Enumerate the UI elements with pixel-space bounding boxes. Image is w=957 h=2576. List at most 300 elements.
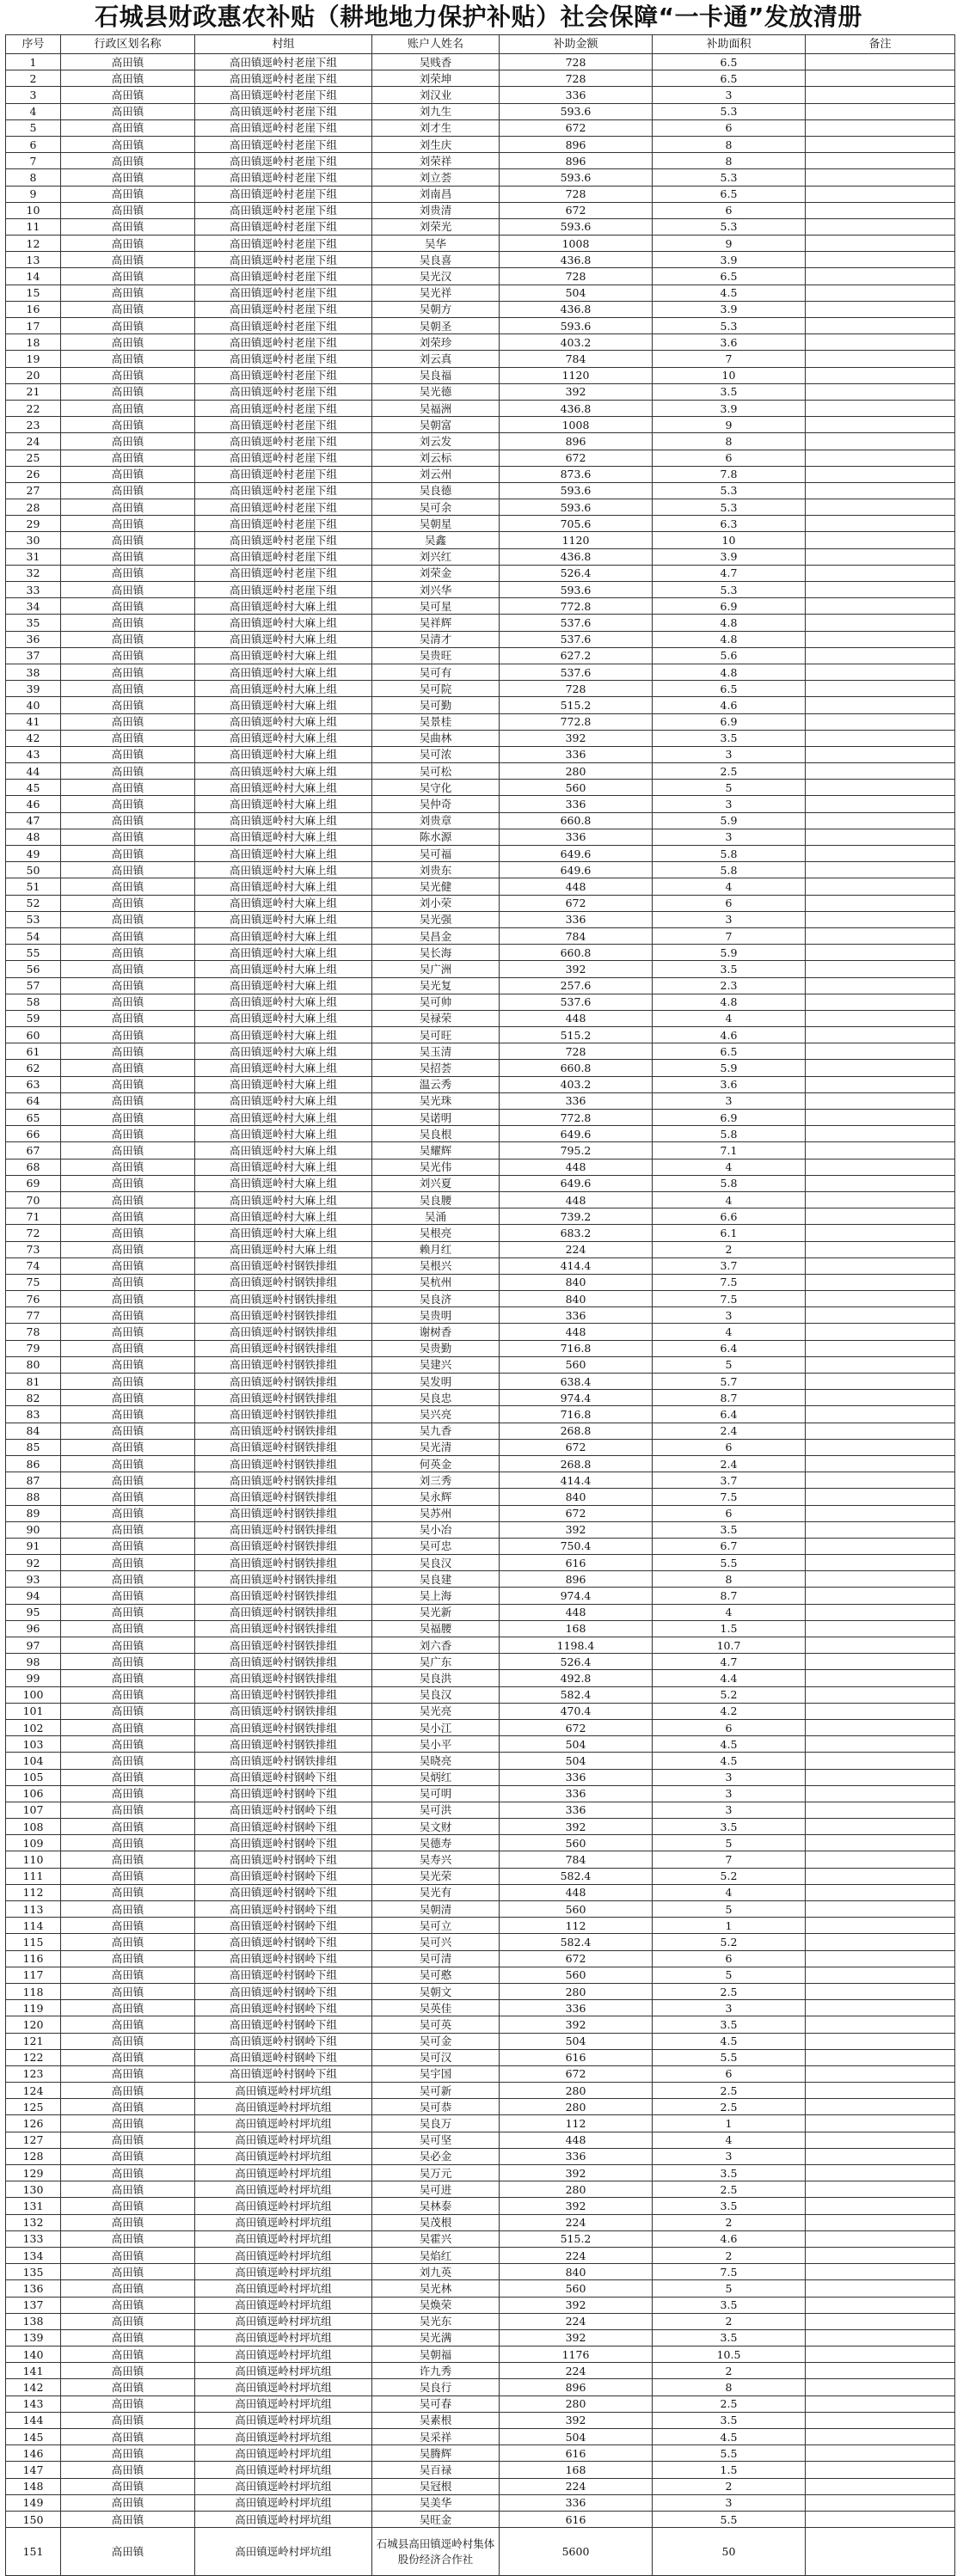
subsidy-area-cell: 8.7	[653, 1390, 806, 1406]
account-holder-cell: 吴小平	[372, 1736, 500, 1753]
admin-region-cell: 高田镇	[61, 582, 195, 598]
remark-cell	[806, 417, 955, 433]
table-row	[6, 2165, 955, 2181]
remark-cell	[806, 1191, 955, 1208]
subsidy-area-cell: 4.8	[653, 994, 806, 1010]
account-holder-cell: 吴可洪	[372, 1802, 500, 1818]
account-holder-cell: 吴朝富	[372, 417, 500, 433]
table-row	[6, 994, 955, 1010]
subsidy-amount-cell: 515.2	[500, 697, 653, 713]
table-row	[6, 1769, 955, 1785]
subsidy-amount-cell: 392	[500, 2165, 653, 2181]
subsidy-area-cell: 8	[653, 433, 806, 450]
row-number-cell: 49	[6, 846, 61, 862]
subsidy-area-cell: 8	[653, 153, 806, 169]
account-holder-cell: 吴朝星	[372, 516, 500, 532]
account-holder-cell: 吴光复	[372, 977, 500, 994]
account-holder-cell: 吴良汉	[372, 1555, 500, 1571]
subsidy-area-cell: 6	[653, 895, 806, 911]
subsidy-area-cell: 7.1	[653, 1142, 806, 1159]
table-row	[6, 252, 955, 268]
admin-region-cell: 高田镇	[61, 2363, 195, 2379]
row-number-cell: 8	[6, 169, 61, 186]
subsidy-area-cell: 5.3	[653, 318, 806, 334]
subsidy-area-cell: 3.6	[653, 1076, 806, 1092]
village-group-cell: 高田镇逕岭村钢铁排组	[195, 1307, 372, 1324]
village-group-cell: 高田镇逕岭村大麻上组	[195, 977, 372, 994]
subsidy-area-cell: 2	[653, 2247, 806, 2263]
admin-region-cell: 高田镇	[61, 2445, 195, 2462]
admin-region-cell: 高田镇	[61, 796, 195, 812]
village-group-cell: 高田镇逕岭村大麻上组	[195, 1027, 372, 1043]
subsidy-amount-cell: 772.8	[500, 1110, 653, 1126]
row-number-cell: 95	[6, 1604, 61, 1620]
account-holder-cell: 吴光新	[372, 1604, 500, 1620]
row-number-cell: 116	[6, 1950, 61, 1967]
subsidy-amount-cell: 728	[500, 1043, 653, 1060]
village-group-cell: 高田镇逕岭村坪坑组	[195, 2478, 372, 2494]
admin-region-cell: 高田镇	[61, 1637, 195, 1654]
village-group-cell: 高田镇逕岭村坪坑组	[195, 2313, 372, 2329]
admin-region-cell: 高田镇	[61, 1191, 195, 1208]
remark-cell	[806, 1604, 955, 1620]
remark-cell	[806, 1043, 955, 1060]
subsidy-amount-cell: 593.6	[500, 103, 653, 119]
village-group-cell: 高田镇逕岭村坪坑组	[195, 2115, 372, 2132]
village-group-cell: 高田镇逕岭村坪坑组	[195, 2494, 372, 2511]
account-holder-cell: 吴贵旺	[372, 647, 500, 664]
row-number-cell: 30	[6, 532, 61, 548]
remark-cell	[806, 1753, 955, 1769]
remark-cell	[806, 1819, 955, 1835]
admin-region-cell: 高田镇	[61, 1110, 195, 1126]
remark-cell	[806, 1918, 955, 1934]
village-group-cell: 高田镇逕岭村钢铁排组	[195, 1670, 372, 1686]
table-row	[6, 1521, 955, 1538]
table-row	[6, 2230, 955, 2247]
village-group-cell: 高田镇逕岭村钢岭下组	[195, 1785, 372, 1802]
row-number-cell: 130	[6, 2181, 61, 2198]
row-number-cell: 134	[6, 2247, 61, 2263]
subsidy-area-cell: 5.5	[653, 1555, 806, 1571]
account-holder-cell: 吴冠根	[372, 2478, 500, 2494]
subsidy-area-cell: 4.4	[653, 1670, 806, 1686]
subsidy-amount-cell: 974.4	[500, 1390, 653, 1406]
account-holder-cell: 吴光清	[372, 1439, 500, 1455]
remark-cell	[806, 2065, 955, 2082]
admin-region-cell: 高田镇	[61, 1455, 195, 1472]
row-number-cell: 90	[6, 1521, 61, 1538]
account-holder-cell: 吴福洲	[372, 400, 500, 416]
account-holder-cell: 吴可憨	[372, 1967, 500, 1983]
account-holder-cell: 吴朝文	[372, 1983, 500, 1999]
row-number-cell: 7	[6, 153, 61, 169]
row-number-cell: 102	[6, 1719, 61, 1735]
village-group-cell: 高田镇逕岭村钢铁排组	[195, 1719, 372, 1735]
admin-region-cell: 高田镇	[61, 2395, 195, 2412]
table-row	[6, 433, 955, 450]
account-holder-cell: 吴可恭	[372, 2099, 500, 2115]
account-holder-cell: 吴可坚	[372, 2132, 500, 2148]
remark-cell	[806, 2445, 955, 2462]
subsidy-area-cell: 5.3	[653, 218, 806, 235]
subsidy-area-cell: 4.5	[653, 2033, 806, 2049]
remark-cell	[806, 1934, 955, 1950]
table-row	[6, 697, 955, 713]
account-holder-cell: 吴良济	[372, 1291, 500, 1307]
village-group-cell: 高田镇逕岭村坪坑组	[195, 2395, 372, 2412]
row-number-cell: 9	[6, 186, 61, 202]
village-group-cell: 高田镇逕岭村大麻上组	[195, 1010, 372, 1026]
table-row	[6, 927, 955, 944]
subsidy-area-cell: 3.9	[653, 548, 806, 565]
remark-cell	[806, 1769, 955, 1785]
account-holder-cell: 吴采祥	[372, 2429, 500, 2445]
admin-region-cell: 高田镇	[61, 532, 195, 548]
admin-region-cell: 高田镇	[61, 1142, 195, 1159]
village-group-cell: 高田镇逕岭村大麻上组	[195, 1159, 372, 1175]
table-row	[6, 202, 955, 218]
admin-region-cell: 高田镇	[61, 1439, 195, 1455]
account-holder-cell: 吴良建	[372, 1571, 500, 1588]
village-group-cell: 高田镇逕岭村钢铁排组	[195, 1356, 372, 1373]
row-number-cell: 149	[6, 2494, 61, 2511]
account-holder-cell: 温云秀	[372, 1076, 500, 1092]
row-number-cell: 1	[6, 54, 61, 70]
admin-region-cell: 高田镇	[61, 713, 195, 730]
remark-cell	[806, 466, 955, 482]
account-holder-cell: 吴良福	[372, 367, 500, 383]
remark-cell	[806, 1010, 955, 1026]
admin-region-cell: 高田镇	[61, 961, 195, 977]
remark-cell	[806, 763, 955, 780]
table-row	[6, 2297, 955, 2313]
admin-region-cell: 高田镇	[61, 681, 195, 697]
remark-cell	[806, 615, 955, 631]
village-group-cell: 高田镇逕岭村大麻上组	[195, 812, 372, 829]
subsidy-area-cell: 3	[653, 1802, 806, 1818]
remark-cell	[806, 994, 955, 1010]
admin-region-cell: 高田镇	[61, 70, 195, 87]
table-row	[6, 1356, 955, 1373]
subsidy-table	[5, 34, 955, 2576]
village-group-cell: 高田镇逕岭村老崖下组	[195, 70, 372, 87]
remark-cell	[806, 911, 955, 927]
table-row	[6, 1472, 955, 1489]
remark-cell	[806, 647, 955, 664]
row-number-cell: 80	[6, 1356, 61, 1373]
admin-region-cell: 高田镇	[61, 730, 195, 746]
table-row	[6, 780, 955, 796]
table-row	[6, 977, 955, 994]
row-number-cell: 59	[6, 1010, 61, 1026]
table-row	[6, 2511, 955, 2527]
subsidy-area-cell: 8	[653, 136, 806, 152]
admin-region-cell: 高田镇	[61, 945, 195, 961]
subsidy-area-cell: 9	[653, 417, 806, 433]
admin-region-cell: 高田镇	[61, 565, 195, 581]
subsidy-area-cell: 4.8	[653, 631, 806, 647]
remark-cell	[806, 1950, 955, 1967]
admin-region-cell: 高田镇	[61, 1126, 195, 1142]
subsidy-area-cell: 4.7	[653, 1654, 806, 1670]
subsidy-area-cell: 3	[653, 829, 806, 845]
subsidy-amount-cell: 392	[500, 961, 653, 977]
subsidy-amount-cell: 672	[500, 119, 653, 136]
row-number-cell: 35	[6, 615, 61, 631]
remark-cell	[806, 1719, 955, 1735]
subsidy-area-cell: 10	[653, 532, 806, 548]
village-group-cell: 高田镇逕岭村钢铁排组	[195, 1571, 372, 1588]
table-row	[6, 516, 955, 532]
admin-region-cell: 高田镇	[61, 1159, 195, 1175]
table-row	[6, 1719, 955, 1735]
subsidy-area-cell: 7	[653, 1851, 806, 1868]
table-row	[6, 1390, 955, 1406]
village-group-cell: 高田镇逕岭村大麻上组	[195, 730, 372, 746]
subsidy-area-cell: 6.9	[653, 713, 806, 730]
account-holder-cell: 吴良汉	[372, 1686, 500, 1703]
village-group-cell: 高田镇逕岭村钢铁排组	[195, 1489, 372, 1505]
account-holder-cell: 吴良根	[372, 1126, 500, 1142]
account-holder-cell: 刘荣光	[372, 218, 500, 235]
account-holder-cell: 吴诺明	[372, 1110, 500, 1126]
remark-cell	[806, 2083, 955, 2099]
remark-cell	[806, 2528, 955, 2576]
admin-region-cell: 高田镇	[61, 548, 195, 565]
village-group-cell: 高田镇逕岭村坪坑组	[195, 2511, 372, 2527]
account-holder-cell: 吴光满	[372, 2329, 500, 2346]
remark-cell	[806, 2016, 955, 2033]
row-number-cell: 151	[6, 2528, 61, 2576]
admin-region-cell: 高田镇	[61, 119, 195, 136]
village-group-cell: 高田镇逕岭村大麻上组	[195, 647, 372, 664]
village-group-cell: 高田镇逕岭村大麻上组	[195, 713, 372, 730]
remark-cell	[806, 780, 955, 796]
village-group-cell: 高田镇逕岭村钢铁排组	[195, 1390, 372, 1406]
subsidy-amount-cell: 660.8	[500, 812, 653, 829]
account-holder-cell: 吴焕荣	[372, 2297, 500, 2313]
admin-region-cell: 高田镇	[61, 763, 195, 780]
table-row	[6, 1571, 955, 1588]
subsidy-area-cell: 3	[653, 2148, 806, 2164]
account-holder-cell: 吴良喜	[372, 252, 500, 268]
table-row	[6, 631, 955, 647]
admin-region-cell: 高田镇	[61, 2329, 195, 2346]
row-number-cell: 136	[6, 2280, 61, 2297]
remark-cell	[806, 1274, 955, 1290]
account-holder-cell: 谢树香	[372, 1324, 500, 1340]
subsidy-area-cell: 5.3	[653, 499, 806, 516]
table-row	[6, 2528, 955, 2576]
remark-cell	[806, 2412, 955, 2428]
subsidy-area-cell: 2	[653, 2313, 806, 2329]
table-row	[6, 301, 955, 317]
table-row	[6, 2214, 955, 2230]
subsidy-amount-cell: 336	[500, 87, 653, 103]
subsidy-amount-cell: 616	[500, 2445, 653, 2462]
row-number-cell: 96	[6, 1620, 61, 1637]
row-number-cell: 72	[6, 1225, 61, 1241]
subsidy-amount-cell: 280	[500, 2181, 653, 2198]
table-row	[6, 367, 955, 383]
admin-region-cell: 高田镇	[61, 1703, 195, 1719]
subsidy-area-cell: 5.3	[653, 169, 806, 186]
admin-region-cell: 高田镇	[61, 1423, 195, 1439]
table-row	[6, 1374, 955, 1390]
remark-cell	[806, 1374, 955, 1390]
row-number-cell: 23	[6, 417, 61, 433]
table-row	[6, 1142, 955, 1159]
subsidy-area-cell: 4	[653, 878, 806, 895]
admin-region-cell: 高田镇	[61, 2181, 195, 2198]
table-row	[6, 1307, 955, 1324]
account-holder-cell: 吴华	[372, 236, 500, 252]
admin-region-cell: 高田镇	[61, 153, 195, 169]
admin-region-cell: 高田镇	[61, 2132, 195, 2148]
subsidy-area-cell: 5.5	[653, 2445, 806, 2462]
table-row	[6, 1455, 955, 1472]
row-number-cell: 3	[6, 87, 61, 103]
row-number-cell: 57	[6, 977, 61, 994]
row-number-cell: 70	[6, 1191, 61, 1208]
account-holder-cell: 吴禄荣	[372, 1010, 500, 1026]
table-row	[6, 582, 955, 598]
remark-cell	[806, 1126, 955, 1142]
subsidy-amount-cell: 616	[500, 1555, 653, 1571]
remark-cell	[806, 87, 955, 103]
admin-region-cell: 高田镇	[61, 1060, 195, 1076]
subsidy-area-cell: 7	[653, 927, 806, 944]
village-group-cell: 高田镇逕岭村老崖下组	[195, 169, 372, 186]
subsidy-area-cell: 6.5	[653, 1043, 806, 1060]
account-holder-cell: 吴可旺	[372, 1027, 500, 1043]
subsidy-amount-cell: 840	[500, 1274, 653, 1290]
village-group-cell: 高田镇逕岭村钢岭下组	[195, 1918, 372, 1934]
row-number-cell: 87	[6, 1472, 61, 1489]
admin-region-cell: 高田镇	[61, 202, 195, 218]
village-group-cell: 高田镇逕岭村大麻上组	[195, 829, 372, 845]
village-group-cell: 高田镇逕岭村大麻上组	[195, 631, 372, 647]
remark-cell	[806, 367, 955, 383]
subsidy-area-cell: 4	[653, 1191, 806, 1208]
subsidy-area-cell: 3	[653, 1769, 806, 1785]
account-holder-cell: 刘九英	[372, 2264, 500, 2280]
subsidy-amount-cell: 448	[500, 2132, 653, 2148]
table-row	[6, 334, 955, 351]
village-group-cell: 高田镇逕岭村坪坑组	[195, 2198, 372, 2214]
village-group-cell: 高田镇逕岭村坪坑组	[195, 2083, 372, 2099]
subsidy-amount-cell: 649.6	[500, 862, 653, 878]
admin-region-cell: 高田镇	[61, 1736, 195, 1753]
subsidy-amount-cell: 795.2	[500, 1142, 653, 1159]
village-group-cell: 高田镇逕岭村大麻上组	[195, 878, 372, 895]
subsidy-area-cell: 4	[653, 1010, 806, 1026]
remark-cell	[806, 1159, 955, 1175]
account-holder-cell: 刘汉业	[372, 87, 500, 103]
admin-region-cell: 高田镇	[61, 1307, 195, 1324]
row-number-cell: 121	[6, 2033, 61, 2049]
subsidy-amount-cell: 504	[500, 2429, 653, 2445]
subsidy-area-cell: 3.7	[653, 1472, 806, 1489]
row-number-cell: 110	[6, 1851, 61, 1868]
account-holder-cell: 吴朝清	[372, 1901, 500, 1918]
table-body	[6, 54, 955, 2576]
village-group-cell: 高田镇逕岭村大麻上组	[195, 615, 372, 631]
remark-cell	[806, 582, 955, 598]
row-number-cell: 125	[6, 2099, 61, 2115]
remark-cell	[806, 1901, 955, 1918]
table-row	[6, 746, 955, 762]
subsidy-area-cell: 5	[653, 1356, 806, 1373]
remark-cell	[806, 1110, 955, 1126]
remark-cell	[806, 1736, 955, 1753]
account-holder-cell: 吴可星	[372, 598, 500, 615]
table-row	[6, 2065, 955, 2082]
row-number-cell: 92	[6, 1555, 61, 1571]
admin-region-cell: 高田镇	[61, 2347, 195, 2363]
row-number-cell: 133	[6, 2230, 61, 2247]
remark-cell	[806, 1060, 955, 1076]
admin-region-cell: 高田镇	[61, 1753, 195, 1769]
subsidy-area-cell: 4.5	[653, 285, 806, 301]
village-group-cell: 高田镇逕岭村大麻上组	[195, 1126, 372, 1142]
account-holder-cell: 吴霍兴	[372, 2230, 500, 2247]
row-number-cell: 132	[6, 2214, 61, 2230]
village-group-cell: 高田镇逕岭村老崖下组	[195, 482, 372, 499]
row-number-cell: 105	[6, 1769, 61, 1785]
subsidy-amount-cell: 1176	[500, 2347, 653, 2363]
table-row	[6, 1835, 955, 1851]
admin-region-cell: 高田镇	[61, 87, 195, 103]
table-row	[6, 1257, 955, 1274]
table-row	[6, 763, 955, 780]
table-row	[6, 2115, 955, 2132]
subsidy-area-cell: 5.3	[653, 482, 806, 499]
account-holder-cell: 吴小江	[372, 1719, 500, 1735]
row-number-cell: 137	[6, 2297, 61, 2313]
remark-cell	[806, 186, 955, 202]
subsidy-amount-cell: 336	[500, 829, 653, 845]
table-row	[6, 236, 955, 252]
remark-cell	[806, 598, 955, 615]
account-holder-cell: 何英金	[372, 1455, 500, 1472]
table-row	[6, 846, 955, 862]
admin-region-cell: 高田镇	[61, 2280, 195, 2297]
admin-region-cell: 高田镇	[61, 383, 195, 400]
remark-cell	[806, 1076, 955, 1092]
subsidy-area-cell: 4.6	[653, 1027, 806, 1043]
village-group-cell: 高田镇逕岭村钢铁排组	[195, 1324, 372, 1340]
village-group-cell: 高田镇逕岭村老崖下组	[195, 285, 372, 301]
row-number-cell: 15	[6, 285, 61, 301]
account-holder-cell: 许九秀	[372, 2363, 500, 2379]
subsidy-amount-cell: 1120	[500, 532, 653, 548]
village-group-cell: 高田镇逕岭村钢铁排组	[195, 1521, 372, 1538]
row-number-cell: 84	[6, 1423, 61, 1439]
subsidy-amount-cell: 526.4	[500, 565, 653, 581]
admin-region-cell: 高田镇	[61, 664, 195, 680]
subsidy-amount-cell: 705.6	[500, 516, 653, 532]
admin-region-cell: 高田镇	[61, 829, 195, 845]
admin-region-cell: 高田镇	[61, 2099, 195, 2115]
remark-cell	[806, 1835, 955, 1851]
admin-region-cell: 高田镇	[61, 647, 195, 664]
subsidy-amount-cell: 560	[500, 2280, 653, 2297]
remark-cell	[806, 2297, 955, 2313]
subsidy-amount-cell: 716.8	[500, 1340, 653, 1356]
remark-cell	[806, 548, 955, 565]
